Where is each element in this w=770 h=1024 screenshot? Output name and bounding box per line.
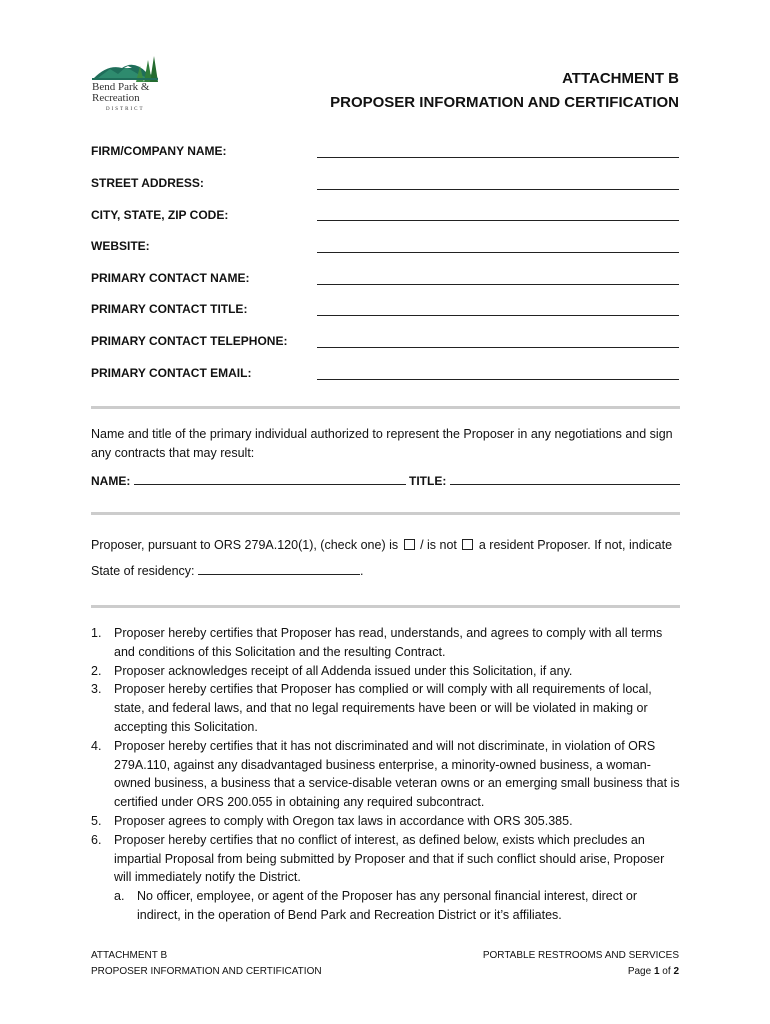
authorized-instructions: Name and title of the primary individual authorized to represent the Proposer in any negotiations and sign any contracts that may result:	[91, 427, 673, 460]
contact-email-label: PRIMARY CONTACT EMAIL:	[91, 366, 252, 380]
resident-checkbox[interactable]	[404, 539, 415, 550]
firm-name-label: FIRM/COMPANY NAME:	[91, 144, 227, 158]
city-state-zip-label: CITY, STATE, ZIP CODE:	[91, 208, 229, 222]
section-divider	[91, 512, 680, 515]
residency-statement	[91, 532, 681, 584]
section-divider	[91, 605, 680, 608]
footer-doc-title: ATTACHMENT B	[91, 950, 168, 961]
title-field[interactable]	[450, 472, 680, 485]
list-item-text: Proposer hereby certifies that Proposer has read, understands, and agrees to comply with all terms and conditions of this Solicitation and the resulting Contract.	[114, 626, 663, 659]
sub-list-item-letter: a.	[114, 889, 125, 904]
list-item-text: Proposer hereby certifies that it has not discriminated and will not discriminate, in violation of ORS 279A.110, against any disadvantaged business enterprise, a minority-owned business, a woman-owned business, a business that a service-disable veteran owns or an emerging small business that is certified under ORS 200.055 in obtaining any required subcontract.	[114, 738, 680, 810]
contact-telephone-field[interactable]	[317, 347, 679, 348]
page-prefix: Page	[627, 966, 654, 977]
footer-right	[483, 948, 679, 980]
list-item-text: Proposer hereby certifies that no conflict of interest, as defined below, exists which precludes an impartial Proposal from being submitted by Proposer and that if such conflict should arise, Proposer will immediately notify the District.	[114, 832, 665, 885]
list-item-text: Proposer hereby certifies that Proposer has complied or will comply with all requirements of local, state, and federal laws, and that no legal requirements have been or will be violated in making or accepting this Solicitation.	[114, 682, 652, 734]
contact-telephone-label: PRIMARY CONTACT TELEPHONE:	[91, 334, 288, 348]
list-item-number: 5.	[91, 813, 102, 828]
page-total: 2	[673, 966, 679, 977]
list-item	[91, 812, 681, 831]
section-divider	[91, 406, 680, 409]
street-address-field[interactable]	[317, 189, 679, 190]
list-item	[91, 831, 681, 925]
residency-text-a: Proposer, pursuant to ORS 279A.120(1), (check one) is	[91, 538, 399, 552]
state-residency-label: State of residency:	[91, 564, 195, 578]
list-item-text: Proposer acknowledges receipt of all Addenda issued under this Solicitation, if any.	[114, 663, 573, 678]
list-item-number: 4.	[91, 738, 102, 753]
residency-text-c: a resident Proposer. If not, indicate	[478, 538, 673, 552]
list-item	[91, 624, 681, 662]
logo-text	[92, 82, 172, 115]
page-of: of	[659, 966, 674, 977]
title-label: TITLE:	[409, 474, 447, 488]
list-item-number: 1.	[91, 626, 102, 640]
logo-line3: DISTRICT	[106, 107, 145, 112]
list-item-number: 3.	[91, 682, 102, 697]
residency-text-b: / is not	[420, 538, 457, 552]
footer-project-name: PORTABLE RESTROOMS AND SERVICES	[482, 950, 679, 961]
list-item-text: Proposer agrees to comply with Oregon tax laws in accordance with ORS 305.385.	[114, 813, 573, 828]
name-field[interactable]	[134, 472, 406, 485]
list-item	[91, 662, 681, 681]
logo-line2: Recreation	[92, 92, 140, 104]
list-item-number: 2.	[91, 663, 102, 678]
firm-name-field[interactable]	[317, 157, 679, 158]
city-state-zip-field[interactable]	[317, 220, 679, 221]
sub-list-item	[114, 887, 681, 925]
list-item	[91, 680, 681, 736]
logo-line1: Bend Park &	[92, 81, 150, 93]
website-field[interactable]	[317, 252, 679, 253]
street-address-label: STREET ADDRESS:	[91, 176, 204, 190]
contact-title-label: PRIMARY CONTACT TITLE:	[91, 302, 248, 316]
contact-name-label: PRIMARY CONTACT NAME:	[91, 271, 250, 285]
contact-title-field[interactable]	[317, 315, 679, 316]
state-residency-end: .	[360, 564, 364, 578]
name-title-row	[91, 472, 681, 491]
contact-email-field[interactable]	[317, 379, 679, 380]
state-residency-field[interactable]	[198, 560, 360, 575]
non-resident-checkbox[interactable]	[462, 539, 473, 550]
website-label: WEBSITE:	[91, 239, 150, 253]
sub-list-item-text: No officer, employee, or agent of the Proposer has any personal financial interest, direct or indirect, in the operation of Bend Park and Recreation District or it’s affiliates.	[137, 889, 638, 922]
contact-name-field[interactable]	[317, 284, 679, 285]
list-item-number: 6.	[91, 832, 102, 847]
page-current: 1	[653, 966, 660, 977]
footer-doc-subtitle: PROPOSER INFORMATION AND CERTIFICATION	[91, 966, 322, 977]
certification-list	[91, 624, 681, 925]
page-subtitle: PROPOSER INFORMATION AND CERTIFICATION	[330, 94, 679, 111]
footer-left	[91, 948, 322, 980]
page-title: ATTACHMENT B	[562, 70, 679, 87]
list-item	[91, 737, 681, 812]
page-number	[483, 964, 679, 980]
name-label: NAME:	[91, 474, 131, 488]
